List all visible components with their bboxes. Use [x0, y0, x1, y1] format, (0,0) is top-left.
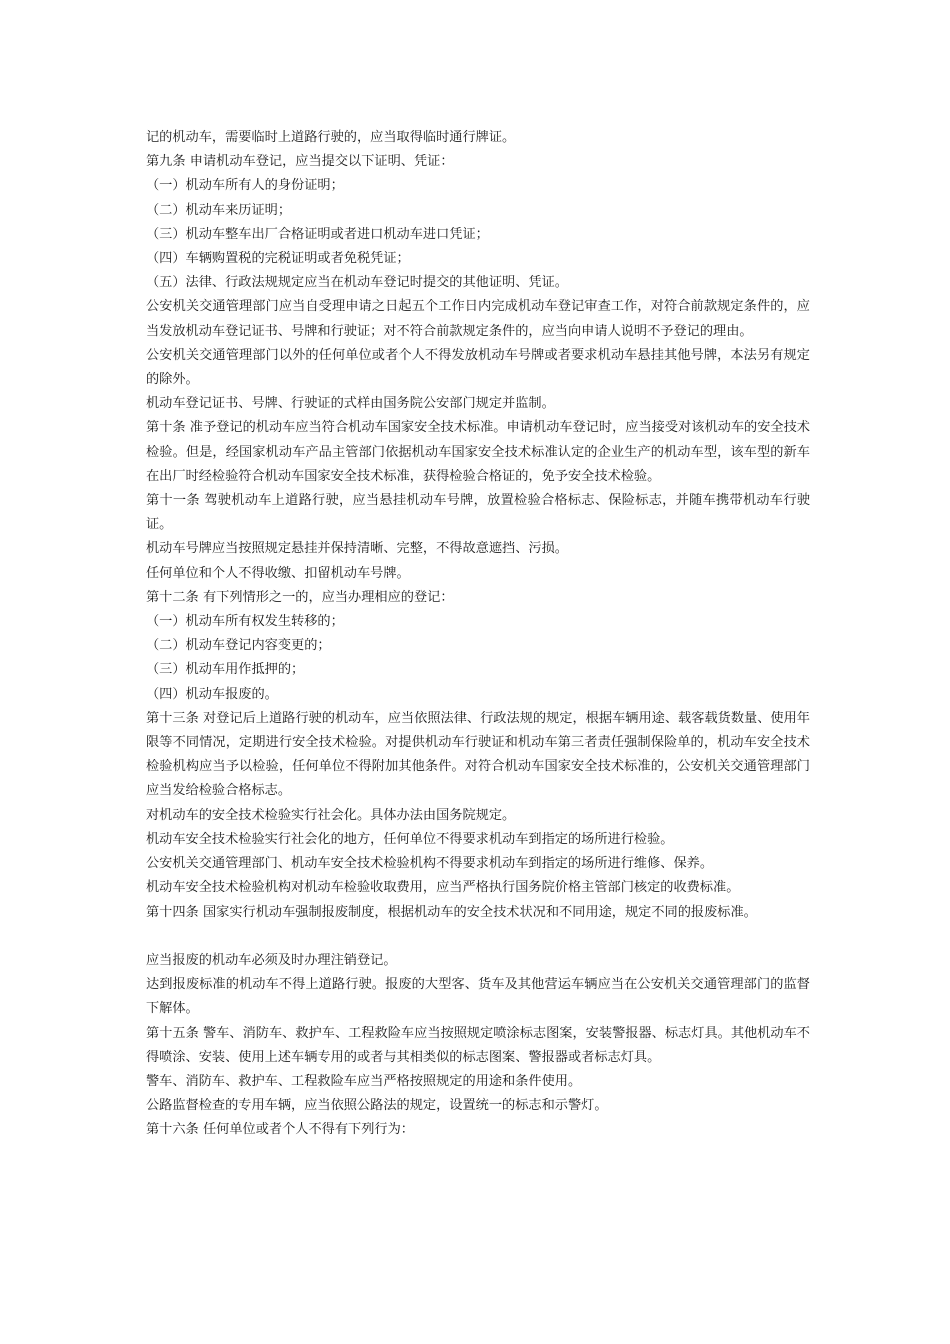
article-12-item-3: （三）机动车用作抵押的； [146, 662, 305, 678]
article-11: 第十一条 驾驶机动车上道路行驶，应当悬挂机动车号牌，放置检验合格标志、保险标志，并随车携带机动车行驶证。 [146, 493, 810, 533]
article-11-paragraph-2: 机动车号牌应当按照规定悬挂并保持清晰、完整，不得故意遮挡、污损。 [146, 541, 568, 557]
article-15: 第十五条 警车、消防车、救护车、工程救险车应当按照规定喷涂标志图案，安装警报器、标志灯具。其他机动车不得喷涂、安装、使用上述车辆专用的或者与其相类似的标志图案、警报器或者标志灯具。 [146, 1025, 810, 1065]
article-13-paragraph-5: 机动车安全技术检验机构对机动车检验收取费用，应当严格执行国务院价格主管部门核定的收费标准。 [146, 880, 740, 896]
article-12-item-4: （四）机动车报废的。 [146, 686, 278, 702]
article-14-paragraph-2: 应当报废的机动车必须及时办理注销登记。 [146, 952, 397, 968]
article-10: 第十条 准予登记的机动车应当符合机动车国家安全技术标准。申请机动车登记时，应当接受对该机动车的安全技术检验。但是，经国家机动车产品主管部门依据机动车国家安全技术标准认定的企业生产的机动车型，该车型的新车在出厂时经检验符合机动车国家安全技术标准，获得检验合格证的，免予安全技术检验。 [146, 420, 810, 484]
article-13-paragraph-3: 机动车安全技术检验实行社会化的地方，任何单位不得要求机动车到指定的场所进行检验。 [146, 831, 674, 847]
article-14: 第十四条 国家实行机动车强制报废制度，根据机动车的安全技术状况和不同用途，规定不同的报废标准。 [146, 904, 757, 920]
article-13-paragraph-4: 公安机关交通管理部门、机动车安全技术检验机构不得要求机动车到指定的场所进行维修、保养。 [146, 856, 714, 872]
article-15-paragraph-2: 警车、消防车、救护车、工程救险车应当严格按照规定的用途和条件使用。 [146, 1073, 582, 1089]
blank-line [146, 925, 810, 949]
article-9-item-3: （三）机动车整车出厂合格证明或者进口机动车进口凭证； [146, 226, 489, 242]
article-14-paragraph-3: 达到报废标准的机动车不得上道路行驶。报废的大型客、货车及其他营运车辆应当在公安机关交通管理部门的监督下解体。 [146, 977, 810, 1017]
article-9-paragraph-3: 公安机关交通管理部门以外的任何单位或者个人不得发放机动车号牌或者要求机动车悬挂其他号牌，本法另有规定的除外。 [146, 347, 810, 388]
article-9-heading: 第九条 申请机动车登记，应当提交以下证明、凭证： [146, 154, 454, 170]
article-9-item-5: （五）法律、行政法规规定应当在机动车登记时提交的其他证明、凭证。 [146, 275, 568, 291]
article-9-item-2: （二）机动车来历证明； [146, 202, 292, 218]
article-9-item-1: （一）机动车所有人的身份证明； [146, 178, 344, 194]
article-12-item-2: （二）机动车登记内容变更的； [146, 638, 331, 654]
article-15-paragraph-3: 公路监督检查的专用车辆，应当依照公路法的规定，设置统一的标志和示警灯。 [146, 1098, 608, 1114]
article-12-heading: 第十二条 有下列情形之一的，应当办理相应的登记： [146, 589, 454, 605]
document-body [146, 126, 810, 1143]
article-9-item-4: （四）车辆购置税的完税证明或者免税凭证； [146, 251, 410, 267]
article-13: 第十三条 对登记后上道路行驶的机动车，应当依照法律、行政法规的规定，根据车辆用途、载客载货数量、使用年限等不同情况，定期进行安全技术检验。对提供机动车行驶证和机动车第三者责任强制保险单的，机动车安全技术检验机构应当予以检验，任何单位不得附加其他条件。对符合机动车国家安全技术标准的，公安机关交通管理部门应当发给检验合格标志。 [146, 710, 810, 799]
article-11-paragraph-3: 任何单位和个人不得收缴、扣留机动车号牌。 [146, 565, 410, 581]
article-9-paragraph-2: 公安机关交通管理部门应当自受理申请之日起五个工作日内完成机动车登记审查工作，对符合前款规定条件的，应当发放机动车登记证书、号牌和行驶证；对不符合前款规定条件的，应当向申请人说明不予登记的理由。 [146, 299, 810, 339]
article-12-item-1: （一）机动车所有权发生转移的； [146, 614, 344, 630]
article-9-paragraph-4: 机动车登记证书、号牌、行驶证的式样由国务院公安部门规定并监制。 [146, 396, 555, 412]
paragraph-continuation: 记的机动车，需要临时上道路行驶的，应当取得临时通行牌证。 [146, 130, 516, 145]
article-13-paragraph-2: 对机动车的安全技术检验实行社会化。具体办法由国务院规定。 [146, 807, 516, 823]
article-16-heading: 第十六条 任何单位或者个人不得有下列行为： [146, 1122, 414, 1138]
